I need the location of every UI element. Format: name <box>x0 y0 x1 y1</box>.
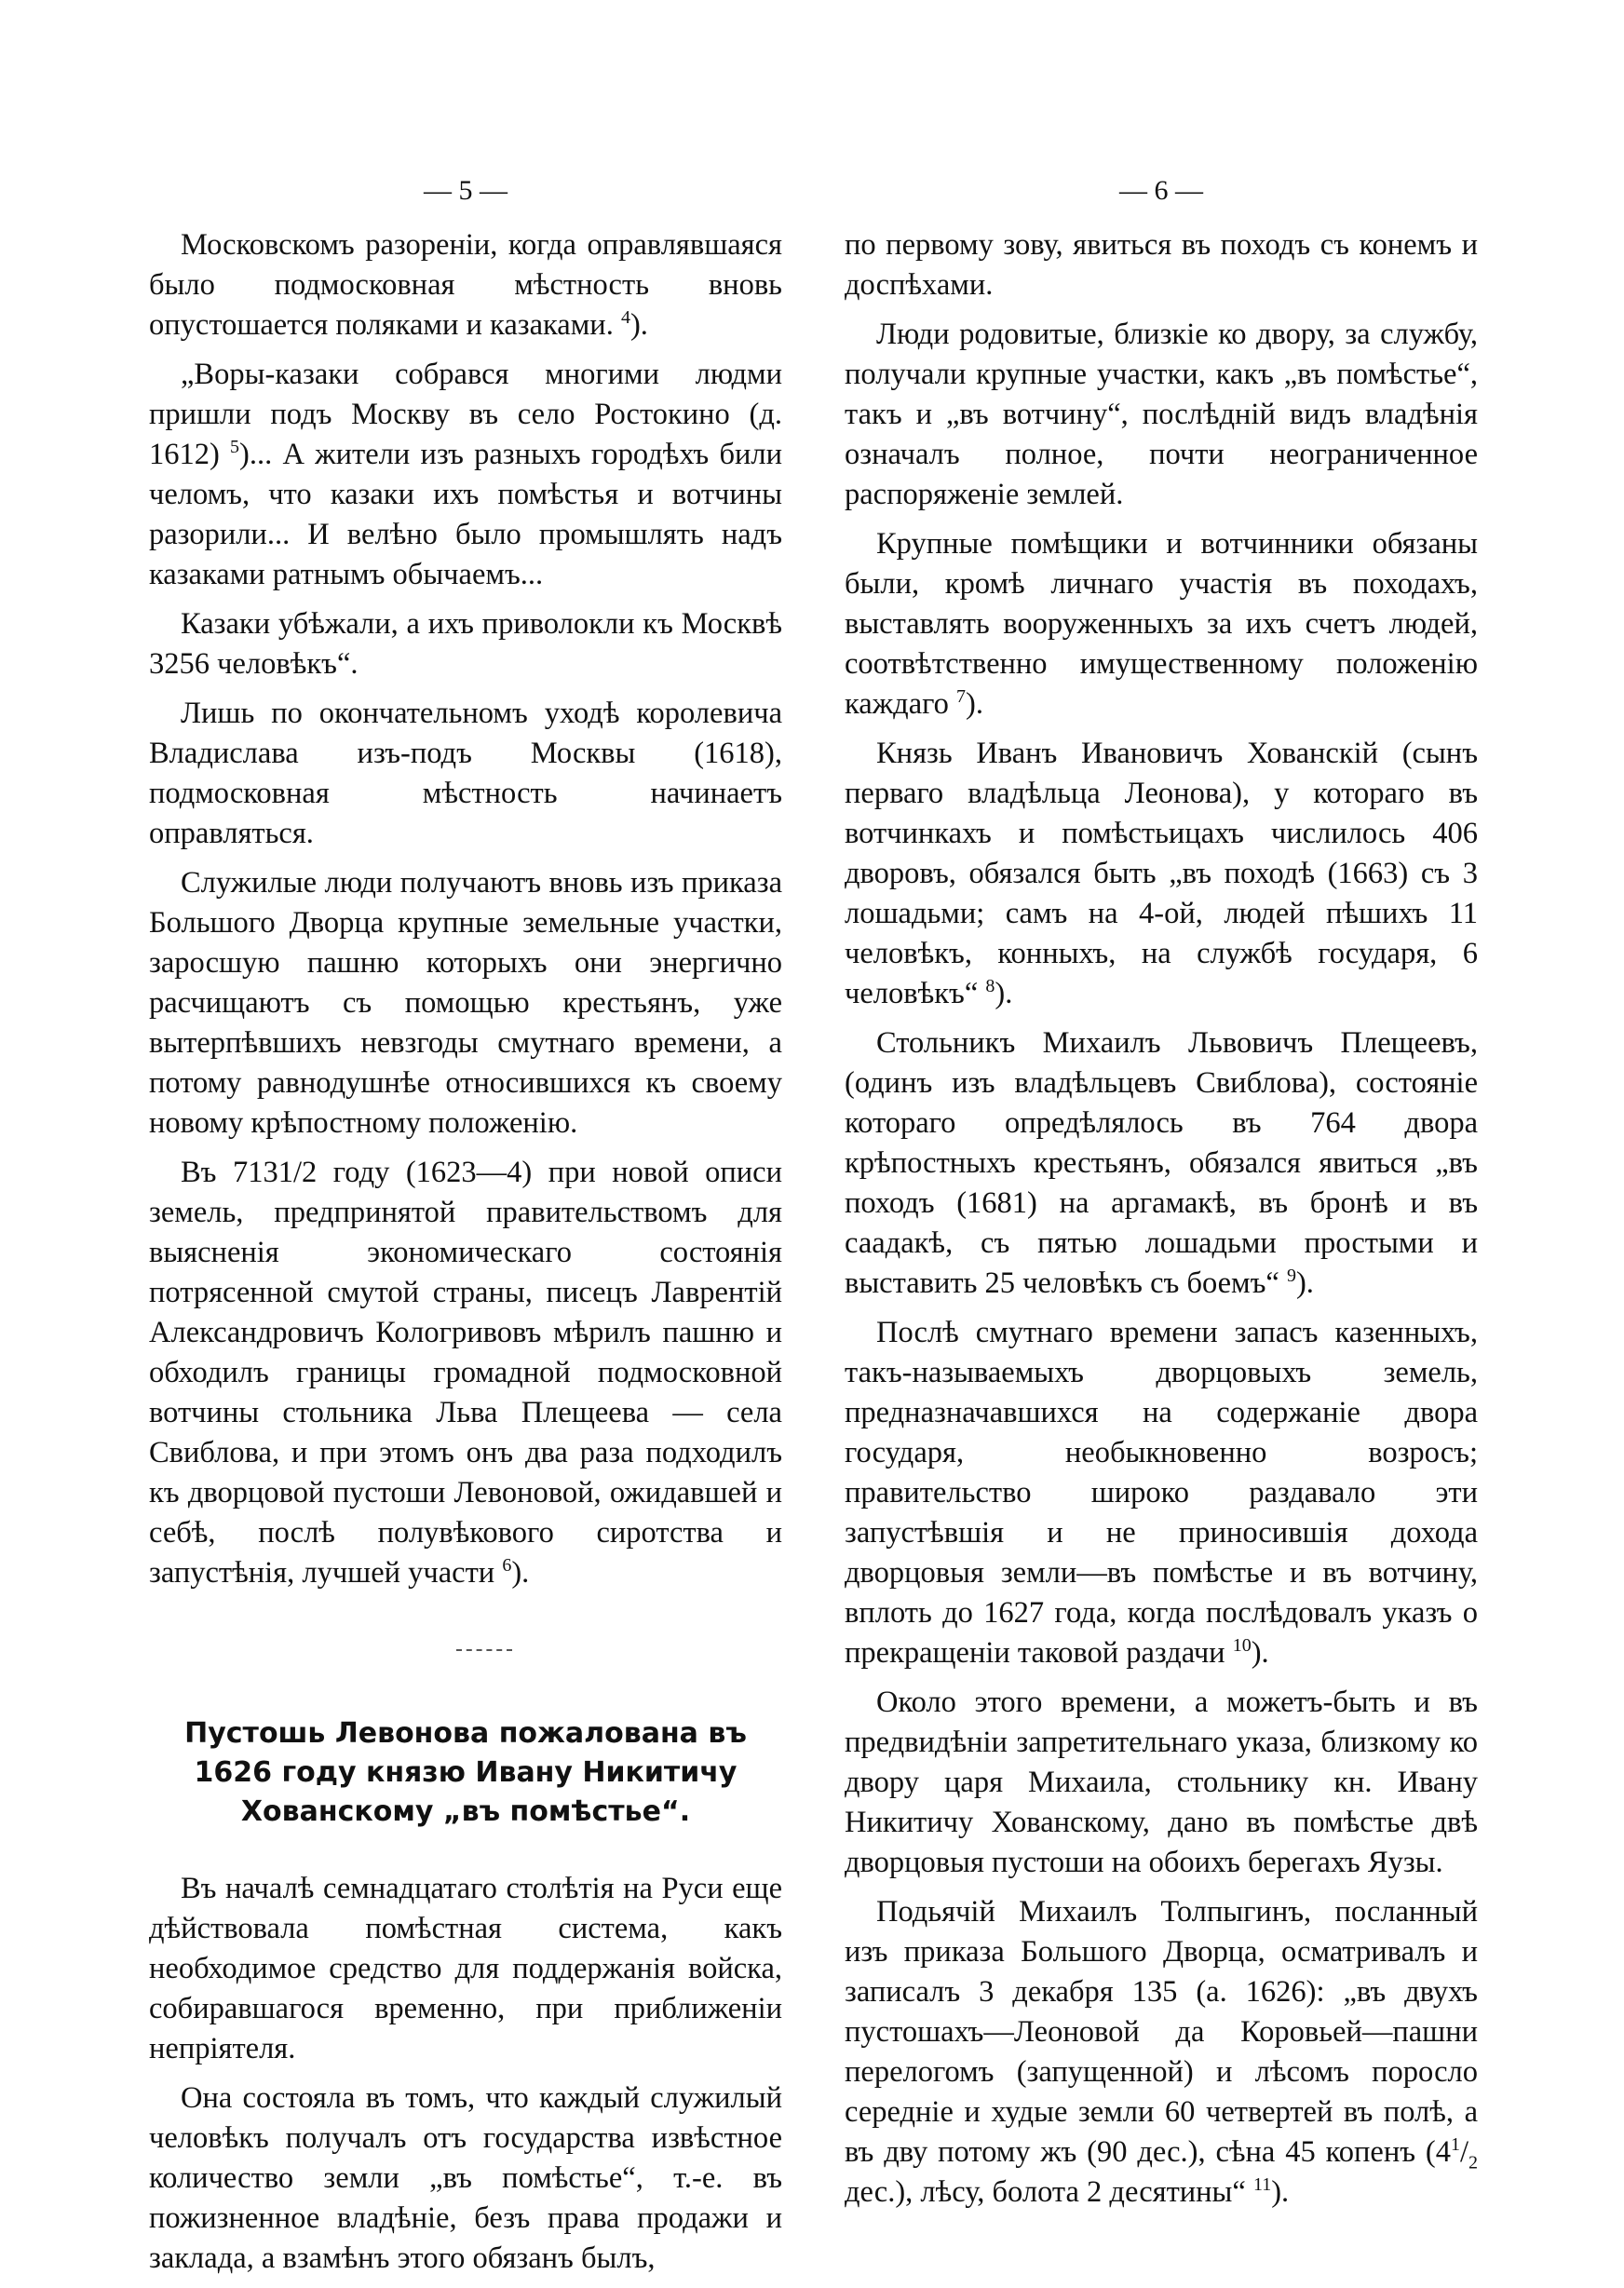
paragraph: Стольникъ Михаилъ Львовичъ Плещеевъ, (одинъ изъ владѣльцевъ Свиблова), состояніе котораго опредѣлялось въ 764 двора крѣпостныхъ крестьянъ, обязался явиться „въ походъ (1681) на аргамакѣ, въ бронѣ и въ саадакѣ, съ пятью лошадьми простыми и выставить 25 человѣкъ съ боемъ“ $^9$). <box>845 1026 1478 1300</box>
paragraph: Въ началѣ семнадцатаго столѣтія на Руси еще дѣйствовала помѣстная система, какъ необходимое средство для поддержанія войска, собиравшагося временно, при приближеніи непріятеля. <box>149 1872 782 2065</box>
section-divider <box>149 1631 782 1714</box>
paragraph: „Воры-казаки собрався многими людми пришли подъ Москву въ село Ростокино (д. 1612) $^5$)... А жители изъ разныхъ городѣхъ били челомъ, что казаки ихъ помѣстья и вотчины разорили... И велѣно было промышлять надъ казаками ратнымъ обычаемъ... <box>149 358 782 591</box>
paragraph: Служилые люди получаютъ вновь изъ приказа Большого Дворца крупные земельные участки, заросшую пашню которыхъ они энергично расчищаютъ съ помощью крестьянъ, уже вытерпѣвшихъ невзгоды смутнаго времени, а потому равнодушнѣе относившихся къ своему новому крѣпостному положенію. <box>149 866 782 1140</box>
paragraph: Люди родовитые, близкіе ко двору, за службу, получали крупные участки, какъ „въ помѣстье“, такъ и „въ вотчину“, послѣдній видъ владѣнія означалъ полное, почти неограниченное распоряженіе землей. <box>845 318 1478 511</box>
paragraph: Лишь по окончательномъ уходѣ королевича Владислава изъ-подъ Москвы (1618), подмосковная мѣстность начинаетъ оправляться. <box>149 697 782 850</box>
paragraph: Князь Иванъ Ивановичъ Хованскій (сынъ перваго владѣльца Леонова), у котораго въ вотчинкахъ и помѣстьицахъ числилось 406 дворовъ, обязался быть „въ походѣ (1663) съ 3 лошадьми; самъ на 4-ой, людей пѣшихъ 11 человѣкъ, конныхъ, на службѣ государя, 6 человѣкъ“ $^8$). <box>845 737 1478 1010</box>
paragraph: Она состояла въ томъ, что каждый служилый человѣкъ получалъ отъ государства извѣстное количество земли „въ помѣстье“, т.-е. въ пожизненное владѣніе, безъ права продажи и заклада, а взамѣнъ этого обязанъ былъ, <box>149 2081 782 2275</box>
paragraph: Послѣ смутнаго времени запасъ казенныхъ, такъ-называемыхъ дворцовыхъ земель, предназначавшихся на содержаніе двора государя, необыкновенно возросъ; правительство широко раздавало эти запустѣвшія и не приносившія дохода дворцовыя земли—въ помѣстье и въ вотчину, вплоть до 1627 года, когда послѣдовалъ указъ о прекращеніи таковой раздачи $^{10}$). <box>845 1316 1478 1670</box>
page-number: — 6 — <box>1119 175 1203 206</box>
paragraph: Казаки убѣжали, а ихъ приволокли къ Москвѣ 3256 человѣкъ“. <box>149 607 782 681</box>
paragraph: Московскомъ разореніи, когда оправлявшаяся было подмосковная мѣстность вновь опустошается поляками и казаками. $^4$). <box>149 228 782 342</box>
section-heading: Пустошь Левонова пожалована въ 1626 году князю Ивану Никитичу Хованскому „въ помѣстье“. <box>184 1717 747 1828</box>
paragraph: Въ 7131/2 году (1623—4) при новой описи земель, предпринятой правительствомъ для выясненія экономическаго состоянія потрясенной смутой страны, писецъ Лаврентій Александровичъ Кологривовъ мѣрилъ пашню и обходилъ границы громадной подмосковной вотчины стольника Льва Плещеева — села Свиблова, и при этомъ онъ два раза подходилъ къ дворцовой пустоши Левоновой, ожидавшей и себѣ, послѣ полувѣкового сиротства и запустѣнія, лучшей участи $^6$). <box>149 1156 782 1590</box>
paragraph: по первому зову, явиться въ походъ съ конемъ и доспѣхами. <box>845 228 1478 302</box>
page-number: — 5 — <box>424 175 508 206</box>
paragraph: Подьячій Михаилъ Толпыгинъ, посланный изъ приказа Большого Дворца, осматривалъ и записалъ 3 декабря 135 (а. 1626): „въ двухъ пустошахъ—Леоновой да Коровьей—пашни перелогомъ (запущенной) и лѣсомъ поросло середніе и худые земли 60 четвертей въ полѣ, а въ дву потому жъ (90 дес.), сѣна 45 копенъ ($4^1/_2$ дес.), лѣсу, болота 2 десятины“ $^{11}$). <box>845 1895 1478 2209</box>
left-page <box>149 177 782 2288</box>
paragraph: Крупные помѣщики и вотчинники обязаны были, кромѣ личнаго участія въ походахъ, выставлять вооруженныхъ за ихъ счетъ людей, соотвѣтственно имущественному положенію каждаго $^7$). <box>845 527 1478 721</box>
paragraph: Около этого времени, а можетъ-быть и въ предвидѣніи запретительнаго указа, близкому ко двору царя Михаила, стольнику кн. Ивану Никитичу Хованскому, дано въ помѣстье двѣ дворцовыя пустоши на обоихъ берегахъ Яузы. <box>845 1686 1478 1879</box>
right-page <box>845 177 1478 2222</box>
